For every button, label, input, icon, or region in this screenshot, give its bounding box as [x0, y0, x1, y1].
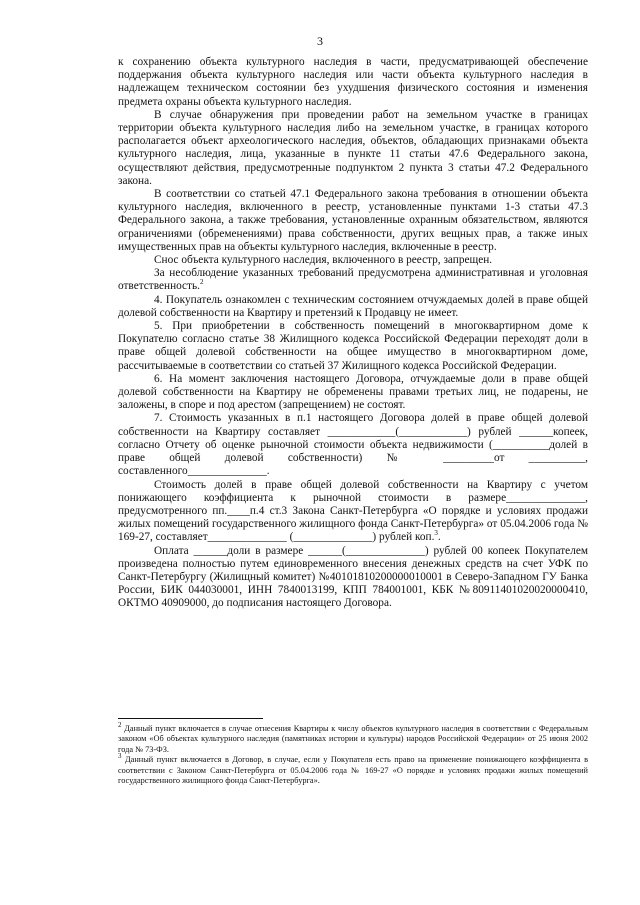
footnote-2: $^2$ Данный пункт включается в случае отнесения Квартиры к числу объектов культурного наследия в соответствии с Федеральным законом «Об объектах культурного наследия (памятниках истории и культуры) народов Российской Федерации» от 25 июня 2002 года № 73-ФЗ. [118, 721, 588, 754]
footnotes [118, 721, 588, 786]
paragraph-discovery-objects: В случае обнаружения при проведении работ на земельном участке в границах территории объекта культурного наследия либо на земельном участке, в границах которого располагается объект археологического наследия, объектов, обладающих признаками объекта культурного наследия, лица, указанные в пункте 11 статьи 47.6 Федерального закона, осуществляют действия, предусмотренные подпунктом 2 пункта 3 статьи 47.2 Федерального закона. [118, 108, 588, 187]
clause-6-no-encumbrances: 6. На момент заключения настоящего Договора, отчуждаемые доли в праве общей долевой собственности на Квартиру не обременены правами третьих лиц, не подарены, не заложены, в споре и под арестом (запрещением) не состоят. [118, 372, 588, 412]
paragraph-liability: За несоблюдение указанных требований предусмотрена административная и уголовная ответственность.$^2$ [118, 267, 588, 293]
paragraph-heritage-maintenance: к сохранению объекта культурного наследия в части, предусматривающей обеспечение поддержания объекта культурного наследия или части объекта культурного наследия в надлежащем техническом состоянии без ухудшения физического состояния и изменения предмета охраны объекта культурного наследия. [118, 56, 588, 108]
clause-4-technical-condition: 4. Покупатель ознакомлен с техническим состоянием отчуждаемых долей в праве общей долевой собственности на Квартиру и претензий к Продавцу не имеет. [118, 293, 588, 319]
footnote-mark-2: 2 [118, 721, 122, 730]
contract-body [118, 56, 588, 611]
paragraph-encumbrances: В соответствии со статьей 47.1 Федерального закона требования в отношении объекта культурного наследия, включенного в реестр, установленные пунктами 1-3 статьи 47.3 Федерального закона, а также требования, установленные охранным обязательством, являются ограничениями (обременениями) права собственности, других вещных прав, а также иных имущественных прав на объекты культурного наследия, включенные в реестр. [118, 188, 588, 253]
clause-7-price: 7. Стоимость указанных в п.1 настоящего Договора долей в праве общей долевой собственности на Квартиру составляет ____________(____________) рублей ______копеек, согласно Отчету об оценке рыночной стоимости объекта недвижимости (__________долей в праве общей долевой собственности) № _________от __________, составленного______________. [118, 412, 588, 478]
clause-7-payment: Оплата ______доли в размере ______(______________) рублей 00 копеек Покупателем произведена полностью путем единовременного внесения денежных средств на счет УФК по Санкт-Петербургу (Жилищный комитет) №40101810200000010001 в Северо-Западном ГУ Банка России, БИК 044030001, ИНН 7840013199, КПП 784001001, КБК №80911401020020000410, ОКТМО 40909000, до подписания настоящего Договора. [118, 544, 588, 610]
footnote-mark-3: 3 [118, 752, 122, 761]
clause-5-common-property: 5. При приобретении в собственность помещений в многоквартирном доме к Покупателю согласно статье 38 Жилищного кодекса Российской Федерации переходят доли в праве общей долевой собственности на общее имущество в многоквартирном доме, рассчитываемые в соответствии со статьей 37 Жилищного кодекса Российской Федерации. [118, 320, 588, 372]
clause-7-reduced-price: Стоимость долей в праве общей долевой собственности на Квартиру с учетом понижающего коэффициента к рыночной стоимости в размере______________, предусмотренного пп.____п.4 ст.3 Закона Санкт-Петербурга «О порядке и условиях продажи жилых помещений государственного жилищного фонда Санкт-Петербурга» от 05.04.2006 года № 169-27, составляет______________ (______________) рублей коп.$^3$. [118, 478, 588, 544]
paragraph-demolition-ban: Снос объекта культурного наследия, включенного в реестр, запрещен. [154, 254, 493, 267]
footnote-divider [118, 718, 263, 719]
footnote-3: $^3$ Данный пункт включается в Договор, в случае, если у Покупателя есть право на применение понижающего коэффициента в соответствии с Законом Санкт-Петербурга от 05.04.2006 года № 169-27 «О порядке и условиях продажи жилых помещений государственного жилищного фонда Санкт-Петербурга». [118, 752, 588, 786]
page-number: 3 [317, 34, 323, 48]
footnote-ref-3: 3 [434, 529, 438, 538]
footnote-ref-2: 2 [199, 278, 204, 287]
